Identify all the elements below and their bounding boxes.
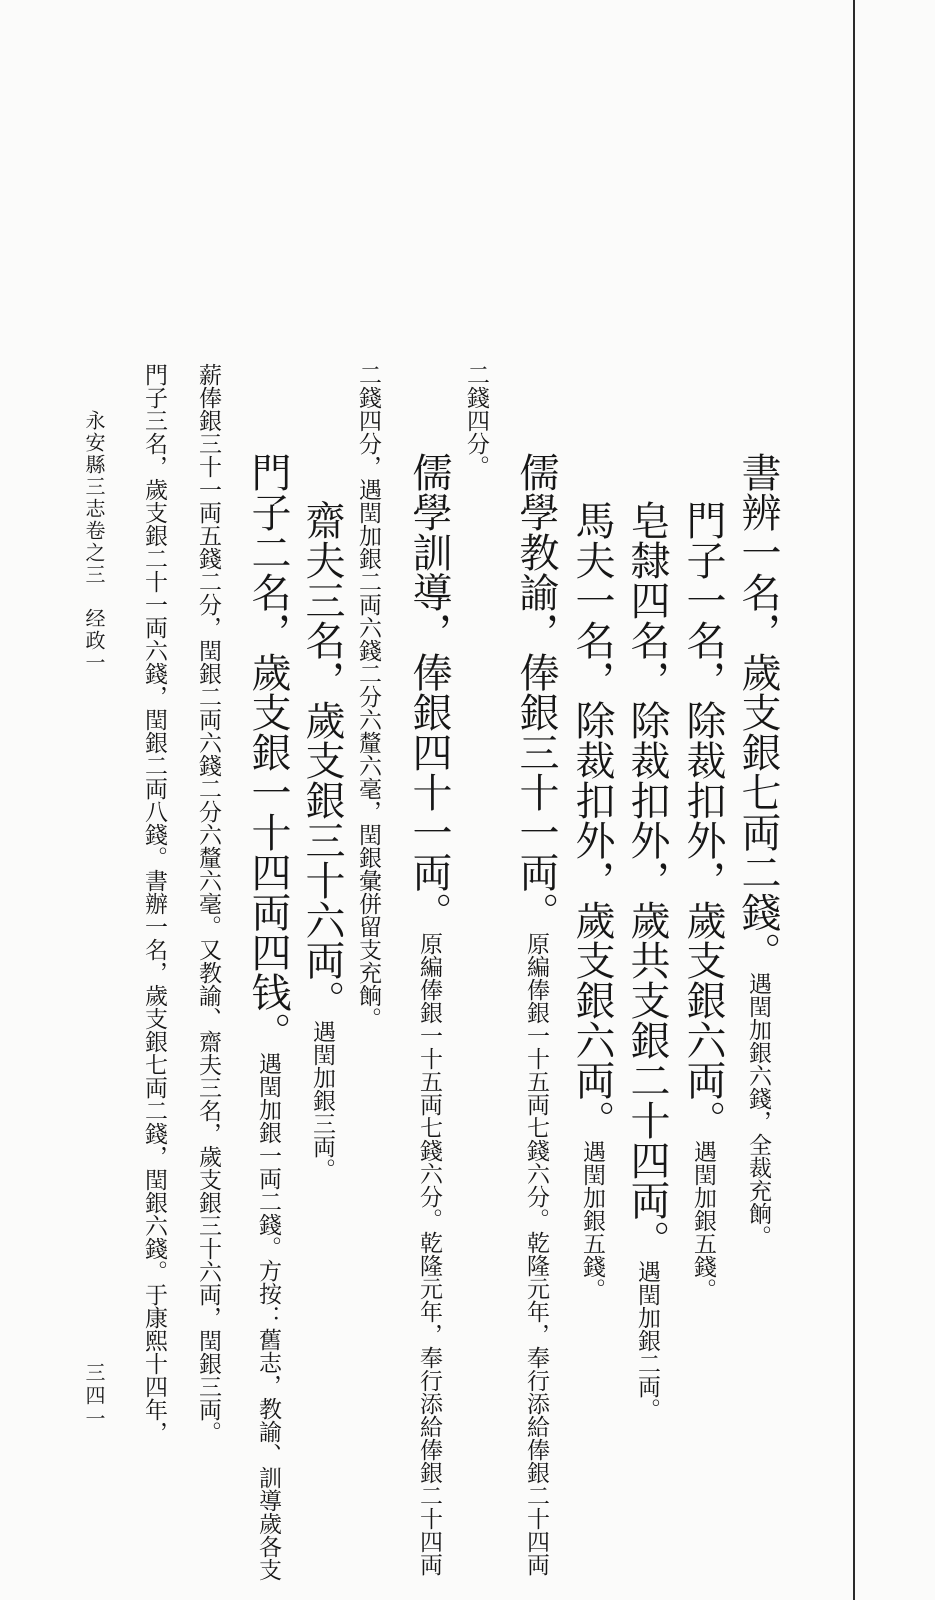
annotation-text: 遇閏加銀三両。 bbox=[309, 1020, 335, 1181]
text-column-5 bbox=[513, 452, 559, 1576]
main-text: 儒學教諭，俸銀三十一両。 bbox=[513, 452, 559, 932]
annotation-text: 遇閏加銀五錢。 bbox=[690, 1140, 716, 1301]
page-edge-line bbox=[853, 0, 855, 1600]
text-column-3 bbox=[624, 500, 670, 1421]
text-column-2 bbox=[680, 500, 726, 1301]
text-column-4 bbox=[569, 500, 615, 1301]
annotation-text: 原編俸銀一十五両七錢六分。乾隆元年，奉行添給俸銀二十四両 bbox=[523, 932, 549, 1576]
main-text: 書辨一名，歲支銀七両二錢。 bbox=[735, 452, 781, 972]
main-text: 門子一名，除裁扣外，歲支銀六両。 bbox=[680, 500, 726, 1140]
main-text: 儒學訓導，俸銀四十一両。 bbox=[406, 452, 452, 932]
text-column-6: 二錢四分。 bbox=[463, 363, 489, 478]
annotation-text: 遇閏加銀五錢。 bbox=[579, 1140, 605, 1301]
annotation-text: 原編俸銀一十五両七錢六分。乾隆元年，奉行添給俸銀二十四両 bbox=[416, 932, 442, 1576]
annotation-text: 遇閏加銀六錢，全裁充餉。 bbox=[745, 972, 771, 1248]
text-column-9 bbox=[299, 500, 345, 1181]
annotation-text: 遇閏加銀二両。 bbox=[634, 1260, 660, 1421]
annotation-text: 遇閏加銀一両二錢。方按：舊志，教諭、訓導歲各支 bbox=[255, 1052, 281, 1581]
text-column-8: 二錢四分，遇閏加銀二両六錢二分六釐六毫，閏銀彙併留支充餉。 bbox=[355, 363, 381, 1030]
text-column-12: 門子三名，歲支銀二十一両六錢，閏銀二両八錢。書辦一名，歲支銀七両二錢，閏銀六錢。于康熙十四年， bbox=[141, 363, 167, 1444]
page-number: 三四一 bbox=[82, 1362, 106, 1431]
running-header: 永安縣三志卷之三 经政一 bbox=[82, 410, 106, 674]
text-column-7 bbox=[406, 452, 452, 1576]
text-column-10 bbox=[245, 452, 291, 1581]
main-text: 皂隸四名，除裁扣外，歲共支銀二十四両。 bbox=[624, 500, 670, 1260]
text-column-1 bbox=[735, 452, 781, 1248]
main-text: 齋夫三名，歲支銀三十六両。 bbox=[299, 500, 345, 1020]
text-column-11: 薪俸銀三十一両五錢二分，閏銀二両六錢二分六釐六毫。又教諭、齋夫三名，歲支銀三十六両，閏銀三両。 bbox=[195, 363, 221, 1444]
main-text: 馬夫一名，除裁扣外，歲支銀六両。 bbox=[569, 500, 615, 1140]
main-text: 門子二名，歲支銀一十四両四钱。 bbox=[245, 452, 291, 1052]
